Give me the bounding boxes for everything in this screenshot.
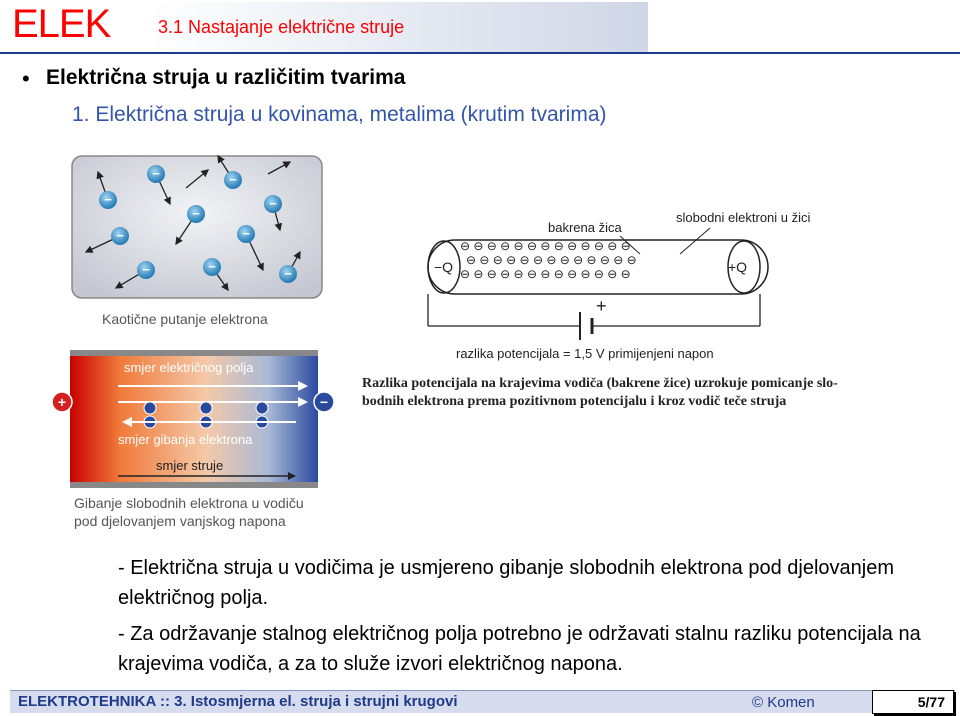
- minus-q-label: −Q: [434, 259, 454, 275]
- svg-text:⊖ ⊖ ⊖ ⊖ ⊖ ⊖ ⊖ ⊖ ⊖ ⊖ ⊖ ⊖ ⊖: ⊖ ⊖ ⊖ ⊖ ⊖ ⊖ ⊖ ⊖ ⊖ ⊖ ⊖ ⊖ ⊖: [466, 253, 637, 267]
- svg-text:−: −: [284, 266, 292, 281]
- chaotic-electrons-figure: [68, 152, 328, 332]
- svg-text:⊖ ⊖ ⊖ ⊖ ⊖ ⊖ ⊖ ⊖ ⊖ ⊖ ⊖ ⊖ ⊖: ⊖ ⊖ ⊖ ⊖ ⊖ ⊖ ⊖ ⊖ ⊖ ⊖ ⊖ ⊖ ⊖: [460, 239, 631, 253]
- chaotic-caption: Kaotične putanje elektrona: [102, 311, 268, 327]
- svg-text:−: −: [242, 226, 250, 241]
- section-title: 3.1 Nastajanje električne struje: [158, 17, 405, 37]
- free-electrons-label: slobodni elektroni u žici: [676, 210, 811, 225]
- header-divider: [0, 52, 960, 54]
- conductor-figure: [48, 346, 338, 536]
- conductor-caption-line2: pod djelovanjem vanjskog napona: [74, 513, 286, 529]
- footer-author: © Komen: [752, 694, 815, 711]
- svg-text:−: −: [104, 192, 112, 207]
- minus-terminal-icon: −: [319, 394, 329, 410]
- svg-text:−: −: [152, 166, 160, 181]
- current-direction-label: smjer struje: [156, 458, 224, 473]
- svg-text:−: −: [229, 172, 237, 187]
- conductor-caption-line1: Gibanje slobodnih elektrona u vodiču: [74, 495, 304, 511]
- wire-electrons: [460, 239, 637, 281]
- slide-subheading: 1. Električna struja u kovinama, metalima (krutim tvarima): [72, 103, 607, 126]
- svg-text:−: −: [208, 259, 216, 274]
- plus-terminal-icon: +: [57, 394, 67, 410]
- svg-text:⊖ ⊖ ⊖ ⊖ ⊖ ⊖ ⊖ ⊖ ⊖ ⊖ ⊖ ⊖ ⊖: ⊖ ⊖ ⊖ ⊖ ⊖ ⊖ ⊖ ⊖ ⊖ ⊖ ⊖ ⊖ ⊖: [460, 267, 631, 281]
- wire-caption-line1: Razlika potencijala na krajevima vodiča (bakrene žice) uzrokuje pomicanje slo-: [362, 376, 838, 391]
- wire-figure: [362, 204, 940, 414]
- logo: ELEK: [12, 2, 111, 46]
- paragraph-2: - Za održavanje stalnog električnog polja potrebno je održavati stalnu razliku potencijala na krajevima vodiča, a za to služe izvori električnog napona.: [118, 623, 921, 675]
- slide-footer: [0, 690, 960, 716]
- wire-caption-line2: bodnih elektrona prema pozitivnom potencijalu i kroz vodič teče struja: [362, 394, 787, 409]
- electron-direction-label: smjer gibanja elektrona: [118, 432, 253, 447]
- slide-header: [0, 0, 960, 52]
- footer-course: ELEKTROTEHNIKA :: 3. Istosmjerna el. struja i strujni krugovi: [18, 693, 458, 710]
- bullet-icon: •: [22, 66, 30, 91]
- svg-text:−: −: [269, 196, 277, 211]
- battery-plus-icon: +: [596, 296, 607, 316]
- svg-text:−: −: [142, 262, 150, 277]
- svg-text:−: −: [192, 206, 200, 221]
- field-direction-label: smjer električnog polja: [124, 360, 254, 375]
- voltage-label: razlika potencijala = 1,5 V primijenjeni napon: [456, 346, 714, 361]
- paragraph-1: - Električna struja u vodičima je usmjereno gibanje slobodnih elektrona pod djelovanjem električnog polja.: [118, 557, 894, 609]
- slide-heading: Električna struja u različitim tvarima: [46, 66, 406, 89]
- svg-text:−: −: [116, 228, 124, 243]
- page-number: 5/77: [917, 694, 945, 710]
- plus-q-label: +Q: [728, 259, 748, 275]
- page-number-box: [872, 690, 954, 714]
- wire-label: bakrena žica: [548, 220, 622, 235]
